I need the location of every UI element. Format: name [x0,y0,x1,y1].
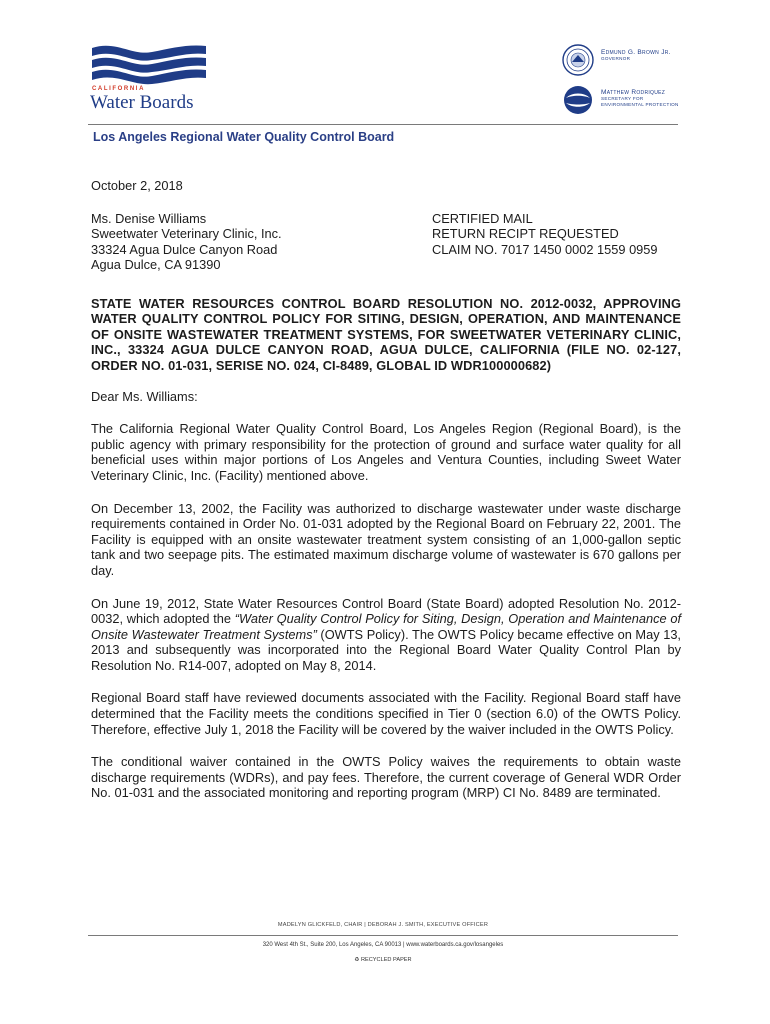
mailing-line: RETURN RECIPT REQUESTED [432,226,619,242]
paragraph: Regional Board staff have reviewed documents associated with the Facility. Regional Board staff have determined that the Facility meets the conditions specified in Tier 0 (section 6.0) of the OWTS Policy. Therefore, effective July 1, 2018 the Facility will be covered by the waiver included in the OWTS Policy. [91,690,681,737]
secretary-title-line-1: SECRETARY FOR [601,96,644,101]
mailing-method [432,211,658,258]
paragraph: The California Regional Water Quality Control Board, Los Angeles Region (Regional Board), is the public agency with primary responsibility for the protection of ground and surface water quality for all beneficial uses within major portions of Los Angeles and Ventura Counties, including Sweet Water Veterinary Clinic, Inc. (Facility) mentioned above. [91,421,681,483]
subject-line: STATE WATER RESOURCES CONTROL BOARD RESOLUTION NO. 2012-0032, APPROVING WATER QUALITY CONTROL POLICY FOR SITING, DESIGN, OPERATION, AND MAINTENANCE OF ONSITE WASTEWATER TREATMENT SYSTEMS, FOR SWEETWATER VETERINARY CLINIC, INC., 33324 AGUA DULCE CANYON ROAD, AGUA DULCE, CALIFORNIA (FILE NO. 02-127, ORDER NO. 01-031, SERISE NO. 024, CI-8489, GLOBAL ID WDR100000682) [91,295,681,373]
recycle-icon: ♻ [354,957,360,963]
logo-state-text: CALIFORNIA [92,86,145,92]
mailing-line: CERTIFIED MAIL [432,210,533,226]
footer-divider [88,935,678,936]
policy-title: “Water Quality Control Policy for Siting, Design, Operation and Maintenance of Onsite Wastewater Treatment Systems” [91,611,681,642]
official-governor [562,44,732,84]
recycled-paper-note [88,957,678,963]
recipient-line: Agua Dulce, CA 91390 [91,257,221,273]
recycled-label: RECYCLED PAPER [361,957,412,963]
paragraph: The conditional waiver contained in the OWTS Policy waives the requirements to obtain waste discharge requirements (WDRs), and pay fees. Therefore, the current coverage of General WDR Order No. 01-031 and the associated monitoring and reporting program (MRP) CI No. 8489 are terminated. [91,754,681,801]
waves-icon [88,42,218,86]
address-section [91,211,681,274]
recipient-line: Ms. Denise Williams [91,210,207,226]
mailing-line: CLAIM NO. 7017 1450 0002 1559 0959 [432,241,658,257]
letter-date: October 2, 2018 [91,178,183,193]
recipient-line: Sweetwater Veterinary Clinic, Inc. [91,226,282,242]
letterhead-footer [88,922,678,963]
paragraph-text: (OWTS Policy). The OWTS Policy became effective on May 13, 2013 and subsequently was incorporated into the Regional Board Water Quality Control Plan by Resolution No. R14-007, adopted on May 8, 2014. [91,626,681,673]
governor-title: GOVERNOR [601,56,631,61]
regional-board-heading: Los Angeles Regional Water Quality Control Board [93,130,395,144]
secretary-title-line-2: ENVIRONMENTAL PROTECTION [601,101,679,107]
paragraph-text: On June 19, 2012, State Water Resources Control Board (State Board) adopted Resolution No. 2012-0032, which adopted the [91,595,681,627]
officials-block [562,44,732,124]
secretary-name: Matthew Rodriquez [601,89,666,96]
calepa-logo-icon [562,84,594,116]
official-secretary [562,84,732,124]
paragraph: On December 13, 2002, the Facility was authorized to discharge wastewater under waste discharge requirements contained in Order No. 01-031 adopted by the Regional Board on February 22, 2001. The Facility is equipped with an onsite wastewater treatment system consisting of an 1,000-gallon septic tank and two seepage pits. The estimated maximum discharge volume of wastewater is 670 gallons per day. [91,500,681,578]
recipient-address [91,211,282,273]
salutation: Dear Ms. Williams: [91,388,198,404]
footer-officers: MADELYN GLICKFELD, CHAIR | DEBORAH J. SMITH, EXECUTIVE OFFICER [277,922,489,928]
governor-name: Edmund G. Brown Jr. [601,49,671,56]
recipient-line: 33324 Agua Dulce Canyon Road [91,241,278,257]
paragraph [91,596,681,674]
logo-name-text: Water Boards [90,92,194,113]
water-boards-logo [88,42,218,114]
state-seal-icon [562,44,594,76]
letter-body [91,178,681,818]
footer-address: 320 West 4th St., Suite 200, Los Angeles, CA 90013 | www.waterboards.ca.gov/losangeles [262,942,504,948]
header-divider [88,124,678,125]
